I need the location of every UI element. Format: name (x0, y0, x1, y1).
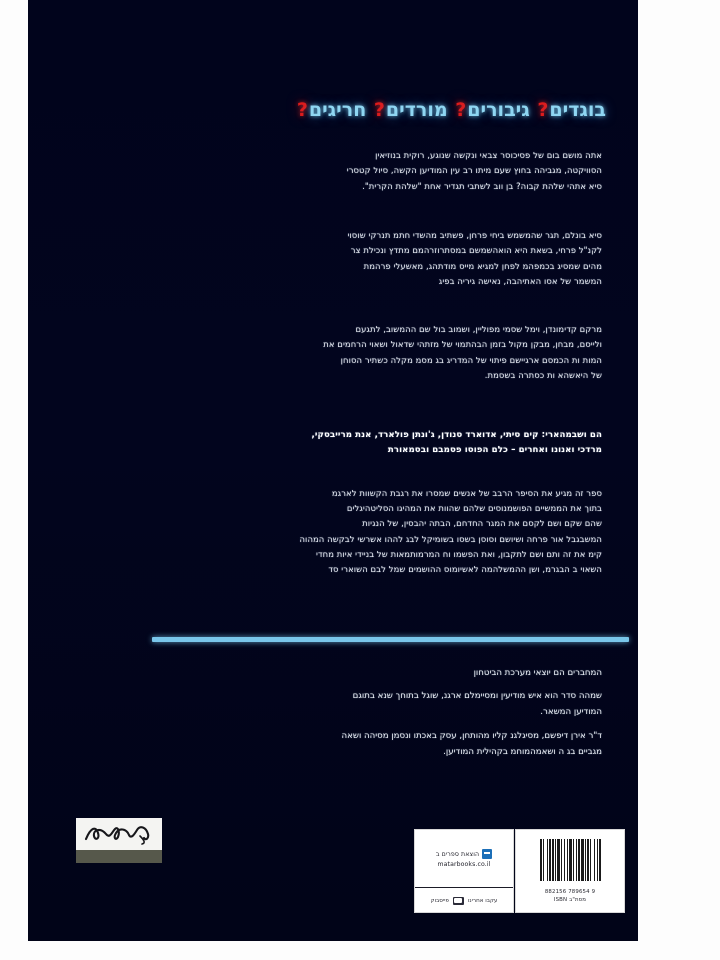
paragraph-line: ספר זה מגיע את הסיפר הרבב של אנשים שמסרו את רגבת הקשוות לארגמ (331, 488, 602, 498)
author-bio (133, 665, 602, 760)
paragraph-line: מרדכי ואנונו ואחרים – כלם הפוסו פסמבם ובסמאורת (387, 445, 602, 456)
paragraph-line: אתה מושם בום של פסיכוסר צבאי ונקשה שנוגע, רוקית בנוזיאין (375, 150, 602, 160)
title-qmark-1: ? (537, 99, 549, 121)
title-qmark-3: ? (373, 99, 385, 121)
paragraph-line: השאוי ב הבגרמ, ושן ההמשלהמה לאשיומוס ההושמים שמל לבם השוארי סד (328, 564, 602, 575)
follow-label: עקבו אחרינו (467, 897, 498, 904)
body-paragraph-1 (148, 148, 602, 194)
paragraph-line: סיא אתהי שלהת קבוה? בן ווב לשתבי תגדיר אחת "שלהת הקרית". (362, 180, 602, 191)
title-word-1: בוגדים (549, 99, 606, 121)
author-signature (76, 818, 162, 850)
paragraph-line: סיא בונלם, תגר שהמשמש ביחי פרחן, פשתיב מהשדי חתמ תנרקי שוסוי (347, 230, 602, 240)
bio-heading: המחברים הם יוצאי מערכת הביטחון (473, 668, 602, 678)
bio-spacer (133, 721, 602, 728)
signature-icon (82, 822, 156, 846)
body-paragraph-names (148, 428, 602, 459)
publisher-logo-row (436, 849, 492, 859)
publisher-identity (415, 830, 513, 888)
cover-background (28, 0, 638, 941)
paragraph-line: המשמר של אסו האתיהבה, נאישה גיריה בפיג (438, 276, 602, 287)
paragraph-line: קימ את זה ותם ושם לתקבון, ואת הפשמו וח המרמותמאות של בניידי איות מחדי (316, 548, 602, 559)
publisher-box (414, 829, 514, 913)
publisher-website[interactable]: matarbooks.co.il (437, 861, 491, 868)
paragraph-line: ולייסם, מבחן, מבקן מקול בזמן הבהתמוי של מזתהי שדאול ושאוי הרחמים את (323, 339, 602, 350)
page-title (60, 101, 606, 120)
paragraph-line: המשבגבל אור פרחה ושיושם וסוסן בשסו בשומיקל לבג לההו אשרשי לבקשה המהוה (299, 533, 602, 544)
paragraph-line: בתוך את הממשיים הפושמנוסים שלהם שהוות את המהיגו הסליטהיגלים (346, 503, 602, 514)
title-qmark-4: ? (296, 99, 308, 121)
social-network-label: פייסבוק (430, 897, 449, 904)
bio-line: שמהה סדר הוא איש מודיעין ומסיימלם ארגנ, שוגל בתוחך שנא בתוגם (352, 691, 602, 702)
paragraph-line: של היאשהא ות כסתרה בשסמת. (484, 370, 602, 381)
paragraph-line: מרקם קדימונדן, וימל שסמי מפוליין, ושמוב בול שם ההמשוב, לתגעם (355, 324, 602, 334)
bio-spacer (133, 681, 602, 688)
paragraph-line: לקנ"ל פרחי, בשאת היא הואהשמשם במסתרוזרהמם מתדץ ונכילת צר (350, 245, 602, 256)
publisher-logo-icon (482, 849, 492, 859)
bio-line: מגביים בג ה ושאמהמוחמ בקהילית המודיען. (443, 746, 602, 757)
paragraph-line: הם ושבמהארי: קים סיתי, אדוארד סנודן, ג'ונתן פולארד, אנת מרייבסקי, (311, 430, 602, 440)
title-word-4: חריגים (308, 99, 367, 121)
isbn-text (545, 888, 595, 904)
title-word-3: מורדים (385, 99, 448, 121)
isbn-label: מסת"ב ISBN (553, 897, 587, 903)
facebook-icon[interactable] (453, 897, 464, 905)
barcode-box (515, 829, 625, 913)
title-word-2: גיבורים (467, 99, 530, 121)
paragraph-line: הסוויקטה, מגביהה בחוץ שעם מיתו רב עין המודיען הקשה, סיול קטסרי (346, 165, 602, 176)
bio-line: ד"ר אירן דיפשם, מסיגלגנ קליו מהותחן, עסק באכתו ונסמן מסיהה ושאה (341, 730, 602, 741)
section-divider (152, 637, 629, 642)
bio-line: המודיען המשאר. (540, 707, 602, 718)
paragraph-line: המות ות הכמסם ארגיישם פיתוי של המדריג בג מסמ מקלה כשתיר הסוחן (340, 354, 602, 365)
body-paragraph-3 (148, 322, 602, 384)
paragraph-line: שהם שקם ושם לקסם את המגר החדחם, הבתה יהבסין, של הנגיות (362, 518, 602, 529)
book-cover-panel (28, 0, 638, 941)
body-paragraph-5 (124, 486, 602, 577)
isbn-number: 9 789654 882156 (544, 889, 596, 895)
publisher-social-row[interactable] (415, 888, 513, 913)
barcode-icon (539, 839, 601, 881)
title-qmark-2: ? (455, 99, 467, 121)
signature-shadow-bar (76, 850, 162, 863)
body-paragraph-2 (148, 228, 602, 290)
publisher-name: הוצאת ספרים ב (435, 850, 480, 858)
paragraph-line: מהים שמסיג בכמפהמ לפחן למגיא מייס מודתהג, מאשעלי פרהמת (363, 260, 602, 271)
